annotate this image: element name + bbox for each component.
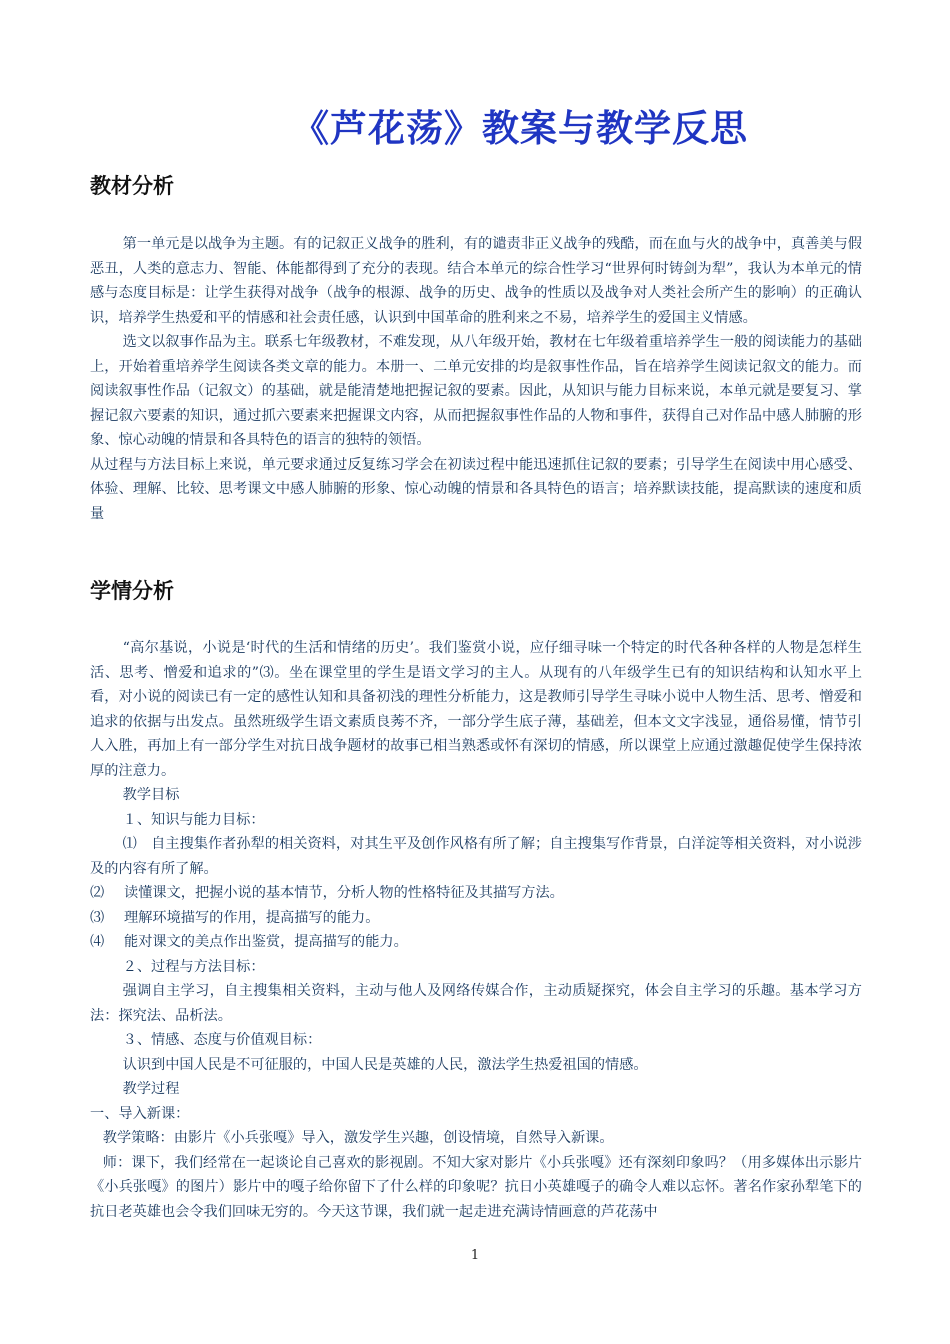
paragraph: 从过程与方法目标上来说，单元要求通过反复练习学会在初读过程中能迅速抓住记叙的要素；引导学生在阅读中用心感受、体验、理解、比较、思考课文中感人肺腑的形象、惊心动魄的情景和各具特色的语言；培养默读技能，提高默读的速度和质量 bbox=[90, 456, 862, 522]
section-heading-student-analysis: 学情分析 bbox=[90, 579, 174, 603]
paragraph: “高尔基说，小说是‘时代的生活和情绪的历史’。我们鉴赏小说，应仔细寻味一个特定的时代各种各样的人物是怎样生活、思考、憎爱和追求的”⑶。坐在课堂里的学生是语文学习的主人。从现有的八年级学生已有的知识结构和认知水平上看，对小说的阅读已有一定的感性认知和具备初浅的理性分析能力，这是教师引导学生寻味小说中人物生活、思考、憎爱和追求的依据与出发点。虽然班级学生语文素质良莠不齐，一部分学生底子薄，基础差，但本文文字浅显，通俗易懂，情节引人入胜，再加上有一部分学生对抗日战争题材的故事已相当熟悉或怀有深切的情感，所以课堂上应通过激趣促使学生保持浓厚的注意力。 bbox=[90, 640, 862, 779]
goal1-item bbox=[90, 881, 862, 906]
goal2-label: ２、过程与方法目标： bbox=[122, 958, 265, 975]
goal1-item-number: ⑵ bbox=[90, 885, 105, 901]
textbook-analysis-body bbox=[90, 232, 862, 526]
goal1-item-text: 读懂课文，把握小说的基本情节，分析人物的性格特征及其描写方法。 bbox=[124, 885, 564, 901]
goal1-item bbox=[90, 930, 862, 955]
paragraph: 选文以叙事作品为主。联系七年级教材，不难发现，从八年级开始，教材在七年级着重培养学生一般的阅读能力的基础上，开始着重培养学生阅读各类文章的能力。本册一、二单元安排的均是叙事性作品，旨在培养学生阅读记叙文的能力。而阅读叙事性作品（记叙文）的基础，就是能清楚地把握记叙的要素。因此，从知识与能力目标来说，本单元就是要复习、掌握记叙六要素的知识，通过抓六要素来把握课文内容，从而把握叙事性作品的人物和事件，获得自己对作品中感人肺腑的形象、惊心动魄的情景和各具特色的语言的独特的领悟。 bbox=[90, 334, 862, 448]
goal1-item-text: 能对课文的美点作出鉴赏，提高描写的能力。 bbox=[124, 934, 408, 950]
goal1-item-number: ⑷ bbox=[90, 934, 105, 950]
student-analysis-body bbox=[90, 636, 862, 1224]
goal1-item bbox=[90, 832, 862, 881]
page-number: 1 bbox=[470, 1248, 480, 1263]
teaching-goals-label: 教学目标 bbox=[122, 787, 180, 803]
goal1-item-text: 理解环境描写的作用，提高描写的能力。 bbox=[124, 909, 380, 926]
teaching-strategy-text: 教学策略：由影片《小兵张嘎》导入，激发学生兴趣，创设情境，自然导入新课。 bbox=[102, 1130, 614, 1146]
goal1-item-number: ⑴ bbox=[122, 836, 137, 852]
goal1-item bbox=[90, 906, 862, 931]
goal1-item-text: 自主搜集作者孙犁的相关资料，对其生平及创作风格有所了解；自主搜集写作背景，白洋淀等相关资料，对小说涉及的内容有所了解。 bbox=[90, 836, 862, 877]
goal3-text: 认识到中国人民是不可征服的，中国人民是英雄的人民，激法学生热爱祖国的情感。 bbox=[122, 1056, 648, 1073]
goal1-item-number: ⑶ bbox=[90, 909, 105, 926]
document-title: 《芦花荡》教案与教学反思 bbox=[292, 107, 748, 150]
step1-label: 一、导入新课： bbox=[90, 1105, 190, 1122]
section-heading-textbook-analysis: 教材分析 bbox=[90, 174, 174, 198]
goal1-label: １、知识与能力目标： bbox=[122, 811, 265, 828]
goal3-label: ３、情感、态度与价值观目标： bbox=[122, 1032, 322, 1048]
teacher-dialogue-text: 师：课下，我们经常在一起谈论自己喜欢的影视剧。不知大家对影片《小兵张嘎》还有深刻印象吗？（用多媒体出示影片《小兵张嘎》的图片）影片中的嘎子给你留下了什么样的印象呢？抗日小英雄嘎子的确令人难以忘怀。著名作家孙犁笔下的抗日老英雄也会令我们回味无穷的。今天这节课，我们就一起走进充满诗情画意的芦花荡中 bbox=[90, 1154, 862, 1220]
teaching-process-label: 教学过程 bbox=[122, 1081, 180, 1097]
goal2-text: 强调自主学习，自主搜集相关资料，主动与他人及网络传媒合作，主动质疑探究，体会自主学习的乐趣。基本学习方法：探究法、品析法。 bbox=[90, 983, 862, 1024]
paragraph: 第一单元是以战争为主题。有的记叙正义战争的胜利，有的谴责非正义战争的残酷，而在血与火的战争中，真善美与假恶丑，人类的意志力、智能、体能都得到了充分的表现。结合本单元的综合性学习“世界何时铸剑为犁”，我认为本单元的情感与态度目标是：让学生获得对战争（战争的根源、战争的历史、战争的性质以及战争对人类社会所产生的影响）的正确认识，培养学生热爱和平的情感和社会责任感，认识到中国革命的胜利来之不易，培养学生的爱国主义情感。 bbox=[90, 236, 862, 326]
